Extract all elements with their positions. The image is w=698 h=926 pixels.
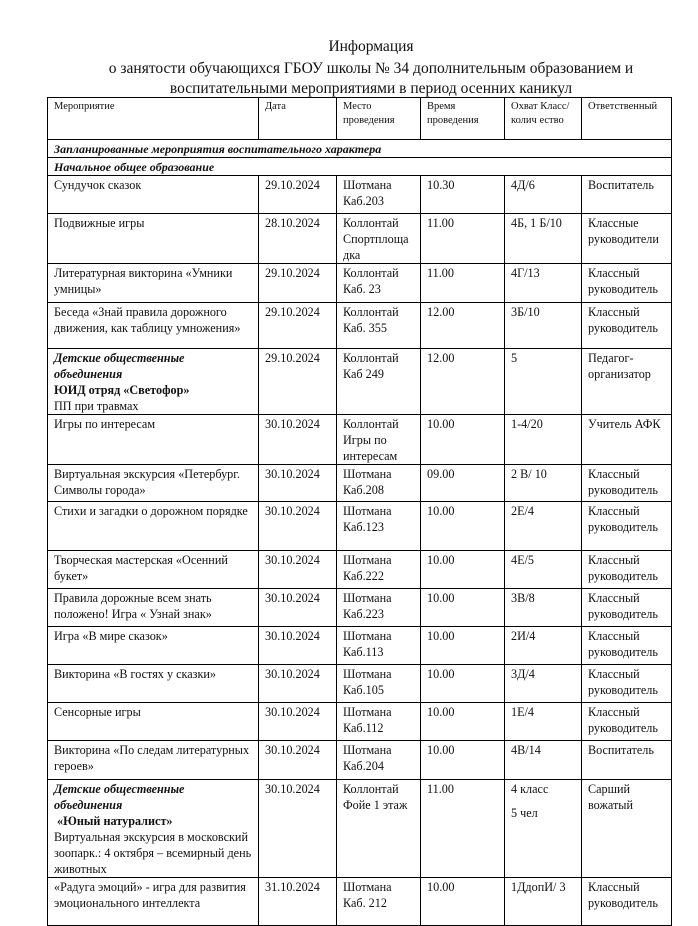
event-name: Викторина «В гостях у сказки» (54, 667, 216, 681)
cell-coverage (505, 303, 582, 349)
cell-event (48, 627, 259, 665)
cell-responsible: Педагог-организатор (582, 349, 672, 415)
cell-date: 29.10.2024 (259, 176, 337, 214)
cell-responsible: Учитель АФК (582, 415, 672, 465)
table-row (48, 878, 672, 926)
table-row (48, 502, 672, 551)
document-subtitle-line1: о занятости обучающихся ГБОУ школы № 34 дополнительным образованием и (108, 60, 634, 77)
cell-coverage (505, 703, 582, 741)
cell-event (48, 415, 259, 465)
cell-responsible: Классный руководитель (582, 878, 672, 926)
cell-responsible: Воспитатель (582, 176, 672, 214)
cell-event (48, 176, 259, 214)
cell-event (48, 264, 259, 303)
table-row (48, 703, 672, 741)
cell-event (48, 741, 259, 780)
coverage-value: 4 класс (511, 782, 549, 796)
cell-event (48, 878, 259, 926)
cell-date: 30.10.2024 (259, 780, 337, 878)
cell-time: 10.00 (421, 741, 505, 780)
cell-coverage (505, 264, 582, 303)
table-row (48, 264, 672, 303)
event-name: Сенсорные игры (54, 705, 141, 719)
cell-event (48, 303, 259, 349)
table-header-row (48, 98, 672, 140)
cell-time: 10.00 (421, 502, 505, 551)
cell-time: 10.00 (421, 415, 505, 465)
cell-coverage (505, 551, 582, 589)
event-name: Сундучок сказок (54, 178, 142, 192)
table-row (48, 176, 672, 214)
cell-coverage (505, 627, 582, 665)
cell-event (48, 465, 259, 502)
cell-place: Шотмана Каб.208 (337, 465, 421, 502)
cell-place: Шотмана Каб.222 (337, 551, 421, 589)
cell-place: Шотмана Каб.123 (337, 502, 421, 551)
section-row (48, 140, 672, 158)
cell-coverage (505, 741, 582, 780)
cell-time: 12.00 (421, 349, 505, 415)
header-place: Место проведения (337, 98, 421, 140)
org-type-label: Детские общественные объединения (54, 782, 185, 812)
cell-coverage (505, 214, 582, 264)
event-name: Правила дорожные всем знать положено! Игра « Узнай знак» (54, 591, 212, 621)
table-row (48, 415, 672, 465)
event-name: Творческая мастерская «Осенний букет» (54, 553, 228, 583)
event-name: Стихи и загадки о дорожном порядке (54, 504, 248, 518)
coverage-value: 3В/8 (511, 591, 535, 605)
cell-place: Шотмана Каб.223 (337, 589, 421, 627)
cell-place: Коллонтай Фойе 1 этаж (337, 780, 421, 878)
cell-coverage (505, 780, 582, 878)
cell-time: 11.00 (421, 780, 505, 878)
coverage-value: 4Б, 1 Б/10 (511, 216, 562, 230)
table-row (48, 780, 672, 878)
coverage-value: 1Е/4 (511, 705, 535, 719)
cell-responsible: Классный руководитель (582, 502, 672, 551)
cell-date: 30.10.2024 (259, 551, 337, 589)
cell-time: 11.00 (421, 264, 505, 303)
cell-coverage (505, 465, 582, 502)
section-primary-education: Начальное общее образование (48, 158, 672, 176)
cell-time: 09.00 (421, 465, 505, 502)
table-row (48, 303, 672, 349)
coverage-value: 4Д/6 (511, 178, 535, 192)
cell-coverage (505, 176, 582, 214)
org-type-label: Детские общественные объединения (54, 351, 185, 381)
coverage-value: 1ДдопИ/ 3 (511, 880, 566, 894)
coverage-value: 4Г/13 (511, 266, 540, 280)
cell-event (48, 589, 259, 627)
cell-event (48, 214, 259, 264)
cell-time: 10.30 (421, 176, 505, 214)
event-name: Виртуальная экскурсия в московский зоопарк.: 4 октября – всемирный день животных (54, 830, 252, 876)
event-name: Литературная викторина «Умники умницы» (54, 266, 233, 296)
coverage-value: 4В/14 (511, 743, 541, 757)
cell-coverage (505, 665, 582, 703)
header-coverage: Охват Класс/колич ество (505, 98, 582, 140)
cell-responsible: Классный руководитель (582, 264, 672, 303)
table-row (48, 465, 672, 502)
cell-date: 28.10.2024 (259, 214, 337, 264)
cell-event (48, 502, 259, 551)
cell-coverage (505, 502, 582, 551)
header-date: Дата (259, 98, 337, 140)
cell-event (48, 780, 259, 878)
table-row (48, 589, 672, 627)
cell-date: 30.10.2024 (259, 589, 337, 627)
cell-date: 30.10.2024 (259, 703, 337, 741)
table-row (48, 551, 672, 589)
cell-date: 30.10.2024 (259, 415, 337, 465)
document-subtitle-line2: воспитательными мероприятиями в период осенних каникул (169, 80, 573, 97)
cell-time: 10.00 (421, 703, 505, 741)
coverage-value: 2Е/4 (511, 504, 535, 518)
cell-date: 30.10.2024 (259, 465, 337, 502)
event-name: ПП при травмах (54, 399, 139, 413)
event-name: Беседа «Знай правила дорожного движения, как таблицу умножения» (54, 305, 241, 335)
cell-date: 30.10.2024 (259, 741, 337, 780)
cell-date: 30.10.2024 (259, 665, 337, 703)
cell-date: 29.10.2024 (259, 349, 337, 415)
event-name: «Радуга эмоций» - игра для развития эмоционального интеллекта (54, 880, 246, 910)
event-name: Викторина «По следам литературных героев» (54, 743, 250, 773)
cell-date: 30.10.2024 (259, 502, 337, 551)
cell-responsible: Классный руководитель (582, 703, 672, 741)
cell-responsible: Классный руководитель (582, 589, 672, 627)
cell-place: Коллонтай Каб. 23 (337, 264, 421, 303)
coverage-count: 5 чел (511, 806, 538, 820)
cell-event (48, 703, 259, 741)
cell-responsible: Классный руководитель (582, 551, 672, 589)
cell-coverage (505, 878, 582, 926)
cell-event (48, 349, 259, 415)
coverage-value: 2И/4 (511, 629, 536, 643)
header-responsible: Ответственный (582, 98, 672, 140)
section-row (48, 158, 672, 176)
cell-responsible: Сарший вожатый (582, 780, 672, 878)
org-name-label: ЮИД отряд «Светофор» (54, 383, 190, 397)
cell-time: 10.00 (421, 878, 505, 926)
cell-time: 10.00 (421, 665, 505, 703)
cell-date: 29.10.2024 (259, 264, 337, 303)
cell-event (48, 551, 259, 589)
event-name: Игра «В мире сказок» (54, 629, 168, 643)
cell-time: 10.00 (421, 627, 505, 665)
coverage-value: 4Е/5 (511, 553, 535, 567)
cell-date: 30.10.2024 (259, 627, 337, 665)
cell-event (48, 665, 259, 703)
cell-coverage (505, 415, 582, 465)
table-row (48, 741, 672, 780)
cell-place: Шотмана Каб.113 (337, 627, 421, 665)
cell-responsible: Воспитатель (582, 741, 672, 780)
cell-place: Шотмана Каб.203 (337, 176, 421, 214)
cell-time: 10.00 (421, 589, 505, 627)
cell-place: Коллонтай Каб. 355 (337, 303, 421, 349)
cell-time: 10.00 (421, 551, 505, 589)
cell-time: 11.00 (421, 214, 505, 264)
cell-place: Шотмана Каб.112 (337, 703, 421, 741)
cell-place: Шотмана Каб. 212 (337, 878, 421, 926)
activities-table (47, 97, 672, 926)
table-row (48, 627, 672, 665)
cell-time: 12.00 (421, 303, 505, 349)
event-name: Игры по интересам (54, 417, 156, 431)
header-event: Мероприятие (48, 98, 259, 140)
event-name: Виртуальная экскурсия «Петербург. Символы города» (54, 467, 240, 497)
cell-place: Шотмана Каб.105 (337, 665, 421, 703)
coverage-value: 3Д/4 (511, 667, 535, 681)
coverage-value: 3Б/10 (511, 305, 540, 319)
event-name: Подвижные игры (54, 216, 145, 230)
cell-coverage (505, 589, 582, 627)
cell-place: Коллонтай Спортплоща дка (337, 214, 421, 264)
table-row (48, 665, 672, 703)
cell-date: 29.10.2024 (259, 303, 337, 349)
cell-responsible: Классный руководитель (582, 303, 672, 349)
document-title: Информация (328, 38, 414, 55)
cell-place: Шотмана Каб.204 (337, 741, 421, 780)
cell-place: Коллонтай Каб 249 (337, 349, 421, 415)
cell-date: 31.10.2024 (259, 878, 337, 926)
cell-place: Коллонтай Игры по интересам (337, 415, 421, 465)
section-planned-events: Запланированные мероприятия воспитательного характера (48, 140, 672, 158)
cell-coverage (505, 349, 582, 415)
table-row (48, 349, 672, 415)
cell-responsible: Классные руководители (582, 214, 672, 264)
cell-responsible: Классный руководитель (582, 627, 672, 665)
table-row (48, 214, 672, 264)
cell-responsible: Классный руководитель (582, 665, 672, 703)
cell-responsible: Классный руководитель (582, 465, 672, 502)
header-time: Время проведения (421, 98, 505, 140)
coverage-value: 1-4/20 (511, 417, 543, 431)
org-name-label: «Юный натуралист» (54, 814, 173, 828)
coverage-value: 5 (511, 351, 518, 365)
coverage-value: 2 В/ 10 (511, 467, 547, 481)
